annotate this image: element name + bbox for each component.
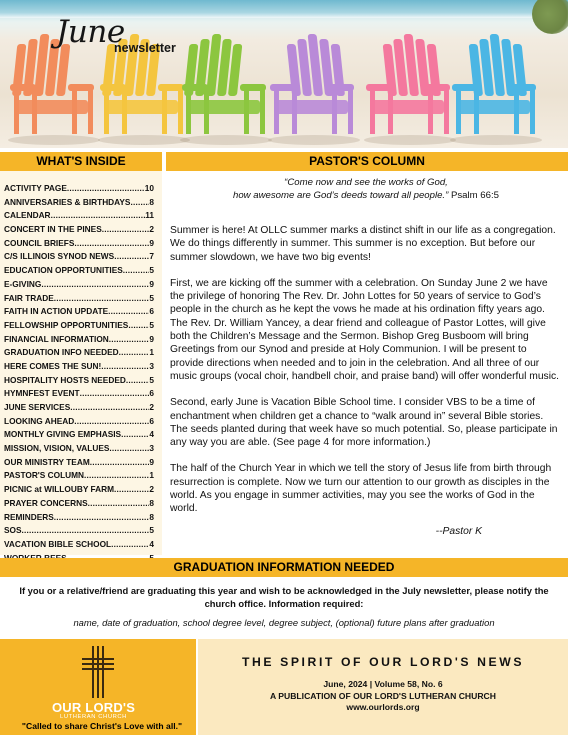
toc-item[interactable] [4, 251, 154, 265]
pastor-column-heading: PASTOR'S COLUMN [166, 152, 568, 171]
toc-item-label: PASTOR'S COLUMN [4, 470, 85, 481]
quote-line-2: how awesome are God’s deeds toward all people.” [233, 189, 449, 201]
toc-item-page: 9 [149, 237, 154, 248]
toc-item-label: FAITH IN ACTION UPDATE [4, 306, 109, 317]
toc-leader-dots [41, 279, 149, 289]
toc-item-page: 2 [149, 402, 154, 412]
toc-leader-dots [102, 224, 150, 234]
toc-item-label: MISSION, VISION, VALUES [4, 443, 110, 454]
toc-item-page: 1 [149, 347, 154, 358]
toc-item[interactable] [4, 512, 154, 526]
beach-chair [270, 34, 354, 134]
toc-item-label: HERE COMES THE SUN! [4, 360, 102, 371]
beach-chair [182, 34, 266, 134]
toc-item-label: ACTIVITY PAGE [4, 183, 67, 193]
quote-reference: Psalm 66:5 [448, 189, 499, 201]
toc-item[interactable] [4, 320, 154, 334]
toc-item-label: FINANCIAL INFORMATION [4, 333, 109, 344]
toc-item[interactable] [4, 306, 154, 320]
toc-leader-dots [54, 293, 150, 303]
toc-item[interactable] [4, 293, 154, 307]
toc-item-label: HOSPITALITY HOSTS NEEDED [4, 374, 126, 385]
toc-item-label: CONCERT IN THE PINES [4, 224, 102, 235]
toc-item-page: 5 [149, 525, 154, 536]
toc-item-page: 8 [149, 497, 154, 508]
toc-leader-dots [123, 265, 150, 275]
toc-leader-dots [22, 525, 150, 535]
toc-leader-dots [88, 498, 150, 508]
toc-item-page: 10 [144, 183, 154, 193]
toc-item-page: 7 [149, 251, 154, 262]
toc-item-page: 3 [149, 443, 154, 454]
column-paragraph: Summer is here! At OLLC summer marks a distinct shift in our life as a congregation. We do things differently in summer. This summer is no exception. But before our summer slowdown, we have two big events! [170, 225, 556, 263]
toc-item-label: CALENDAR [4, 210, 51, 221]
toc-leader-dots [114, 484, 149, 494]
column-paragraph: Second, early June is Vacation Bible School time. I consider VBS to be a time of enchantment when children get a chance to “walk around in” several Bible stories. The seeds planted during that week have so much potential. So, please participate in any way you are able. (See page 4 for more information.) [170, 397, 558, 449]
toc-item-label: PICNIC at WILLOUBY FARM [4, 484, 115, 495]
toc-leader-dots [109, 334, 150, 344]
beach-chair [366, 34, 450, 134]
toc-leader-dots [54, 512, 150, 522]
toc-leader-dots [70, 402, 149, 412]
toc-leader-dots [126, 375, 150, 385]
toc-item-label: C/S ILLINOIS SYNOD NEWS [4, 251, 115, 262]
toc-item-label: JUNE SERVICES [4, 402, 71, 412]
toc-leader-dots [130, 197, 149, 207]
toc-item[interactable] [4, 498, 154, 512]
toc-leader-dots [67, 183, 145, 193]
toc-item[interactable] [4, 429, 154, 443]
toc-item[interactable] [4, 334, 154, 348]
toc-heading: WHAT'S INSIDE [0, 152, 162, 171]
graduation-fields: name, date of graduation, school degree level, degree subject, (optional) future plans after graduation [73, 617, 495, 628]
toc-item[interactable] [4, 197, 154, 211]
graduation-request: If you or a relative/friend are graduating this year and wish to be acknowledged in the July newsletter, please notify the church office. Information required: [19, 585, 549, 609]
column-paragraph: First, we are kicking off the summer with a celebration. On Sunday June 2 we have the privilege of honoring The Rev. Dr. John Lottes for 50 years of service to God’s people in the church as he kept the vows he made at his ordination fifty years ago. The Rev. Dr. William Yancey, a dear friend and colleague of Pastor Lottes, will give both the Children’s Message and the Sermon. Bishop Greg Busboom will bring Greetings from our Synod and preside at Holy Communion. I will be present to provide directions when needed and to join in the celebration. And all three of our music groups (vocal choir, handbell choir, and praise band) will offer wonderful music. [170, 277, 559, 382]
toc-item-label: SOS [4, 525, 22, 536]
toc-item-page: 8 [149, 196, 154, 207]
toc-item-page: 5 [149, 265, 154, 276]
toc-item[interactable] [4, 361, 154, 375]
pastor-column [166, 171, 568, 555]
toc-item[interactable] [4, 484, 154, 498]
toc-item-page: 4 [149, 538, 154, 549]
logo-church-subtitle: LUTHERAN CHURCH [60, 714, 127, 720]
toc-item-page: 11 [145, 210, 154, 221]
toc-item[interactable] [4, 470, 154, 484]
toc-item-page: 6 [149, 415, 154, 426]
toc-item-label: EDUCATION OPPORTUNITIES [4, 265, 123, 276]
issue-number: June, 2024 | Volume 58, No. 6 [323, 679, 443, 689]
toc-leader-dots [101, 361, 149, 371]
toc-item-label: OUR MINISTRY TEAM [4, 456, 90, 467]
church-motto: "Called to share Christ's Love with all." [21, 721, 183, 731]
toc-item-page: 1 [149, 470, 154, 481]
toc-item-label: COUNCIL BRIEFS [4, 237, 75, 248]
toc-item-page: 9 [149, 456, 154, 467]
toc-leader-dots [128, 320, 149, 330]
toc-item-page: 5 [149, 292, 154, 303]
graduation-heading: GRADUATION INFORMATION NEEDED [0, 558, 568, 577]
toc-item-label: ANNIVERSARIES & BIRTHDAYS [4, 196, 131, 207]
toc-leader-dots [51, 210, 146, 220]
toc-item[interactable] [4, 265, 154, 279]
toc-leader-dots [121, 429, 149, 439]
toc-item-label: GRADUATION INFO NEEDED [4, 347, 119, 358]
website-link[interactable]: www.ourlords.org [346, 702, 420, 712]
toc-item[interactable] [4, 279, 154, 293]
toc-item[interactable] [4, 402, 154, 416]
table-of-contents [0, 171, 162, 555]
toc-leader-dots [74, 238, 149, 248]
toc-item[interactable] [4, 443, 154, 457]
toc-leader-dots [119, 347, 150, 357]
toc-item[interactable] [4, 416, 154, 430]
beach-chair [452, 34, 536, 134]
toc-item[interactable] [4, 224, 154, 238]
toc-item-page: 3 [149, 360, 154, 371]
toc-item-label: HYMNFEST EVENT [4, 388, 80, 399]
quote-line-1: “Come now and see the works of God, [284, 177, 448, 188]
toc-item-page: 2 [149, 484, 154, 495]
toc-item-page: 6 [149, 306, 154, 317]
toc-item[interactable] [4, 375, 154, 389]
scripture-quote [170, 177, 562, 202]
toc-item-label: REMINDERS [4, 511, 54, 522]
toc-item[interactable] [4, 183, 154, 197]
column-paragraph: The half of the Church Year in which we tell the story of Jesus life from birth through resurrection is complete. Now we turn our attention to our growth as disciples in the world. As you engage in summer activities, may you see the works of God in the world. [170, 463, 552, 515]
toc-item-label: VACATION BIBLE SCHOOL [4, 538, 112, 549]
toc-leader-dots [108, 306, 149, 316]
cross-logo-icon [78, 646, 118, 698]
toc-item-page: 9 [149, 333, 154, 344]
toc-item-label: E-GIVING [4, 278, 42, 289]
toc-leader-dots [111, 539, 149, 549]
toc-item[interactable] [4, 347, 154, 361]
newsletter-title-word: newsletter [114, 41, 176, 55]
toc-item[interactable] [4, 238, 154, 252]
toc-leader-dots [74, 416, 149, 426]
toc-item-page: 5 [149, 319, 154, 330]
logo-church-name: OUR LORD'S [52, 700, 136, 715]
toc-item[interactable] [4, 388, 154, 402]
publication-title: THE SPIRIT OF OUR LORD'S NEWS [241, 655, 525, 669]
toc-leader-dots [84, 470, 149, 480]
toc-item-label: FAIR TRADE [4, 292, 54, 303]
toc-leader-dots [80, 388, 150, 398]
toc-leader-dots [90, 457, 150, 467]
toc-item[interactable] [4, 525, 154, 539]
toc-item-page: 6 [149, 388, 154, 399]
toc-item[interactable] [4, 539, 154, 553]
toc-leader-dots [114, 251, 149, 261]
toc-leader-dots [109, 443, 149, 453]
toc-item-label: MONTHLY GIVING EMPHASIS [4, 429, 122, 440]
pastor-signoff: --Pastor K [435, 525, 482, 537]
toc-item-page: 2 [149, 224, 154, 235]
toc-item-page: 8 [149, 511, 154, 522]
toc-item[interactable] [4, 210, 154, 224]
toc-item-label: FELLOWSHIP OPPORTUNITIES [4, 319, 129, 330]
toc-item[interactable] [4, 457, 154, 471]
toc-item-page: 9 [149, 278, 154, 289]
publication-details [198, 679, 568, 714]
newsletter-title-june: June [56, 14, 125, 50]
toc-item-label: LOOKING AHEAD [4, 415, 75, 426]
toc-item-label: PRAYER CONCERNS [4, 497, 88, 508]
toc-item-page: 5 [149, 374, 154, 385]
hero-image [0, 0, 568, 148]
publisher-line: A PUBLICATION OF OUR LORD'S LUTHERAN CHURCH [270, 690, 496, 701]
toc-item-page: 4 [149, 429, 154, 440]
